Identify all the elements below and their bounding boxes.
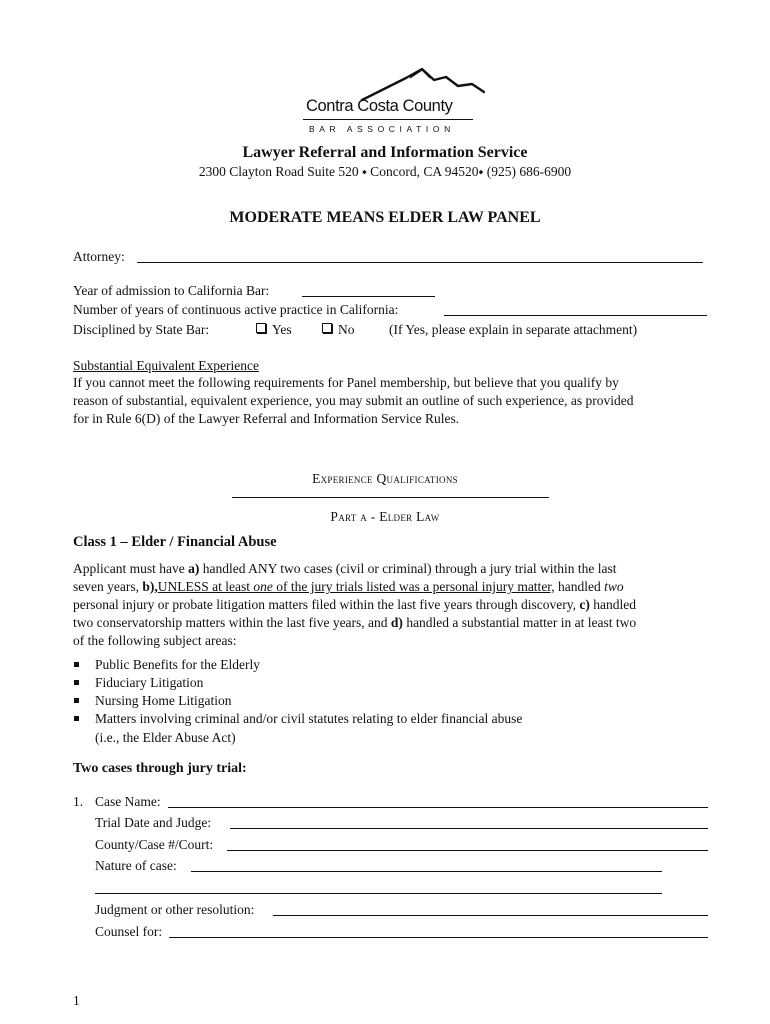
text-segment: handled a substantial matter in at least two bbox=[402, 615, 637, 630]
class1-paragraph-line-4 bbox=[73, 614, 636, 632]
substantial-heading: Substantial Equivalent Experience bbox=[73, 358, 259, 373]
experience-heading: Experience Qualifications bbox=[312, 471, 458, 486]
attorney-label: Attorney: bbox=[73, 249, 125, 264]
list-item-continuation: (i.e., the Elder Abuse Act) bbox=[95, 730, 236, 745]
nature-field-line-2[interactable] bbox=[95, 893, 662, 894]
text-segment: handled bbox=[589, 597, 636, 612]
judgment-label: Judgment or other resolution: bbox=[95, 902, 255, 917]
case-number: 1. bbox=[73, 794, 84, 809]
explain-note: (If Yes, please explain in separate attachment) bbox=[389, 322, 638, 337]
yes-option[interactable] bbox=[256, 321, 292, 339]
county-case-field[interactable] bbox=[227, 850, 708, 851]
text-segment: d) bbox=[390, 615, 403, 630]
text-segment: two bbox=[604, 579, 624, 594]
text-segment: two conservatorship matters within the last five years, and bbox=[73, 615, 391, 630]
admission-label: Year of admission to California Bar: bbox=[73, 283, 270, 298]
case-name-field[interactable] bbox=[168, 807, 708, 808]
panel-title: MODERATE MEANS ELDER LAW PANEL bbox=[229, 209, 541, 226]
logo-subtitle: BAR ASSOCIATION bbox=[309, 124, 455, 134]
part-heading: Part a - Elder Law bbox=[330, 509, 440, 524]
text-segment: b), bbox=[142, 579, 158, 594]
text-segment: handled bbox=[554, 579, 605, 594]
service-title: Lawyer Referral and Information Service bbox=[242, 144, 528, 161]
bullet-icon bbox=[74, 716, 79, 721]
substantial-line-3: for in Rule 6(D) of the Lawyer Referral and Information Service Rules. bbox=[73, 411, 460, 426]
counsel-field[interactable] bbox=[169, 937, 708, 938]
text-segment: handled ANY two cases (civil or criminal) through a jury trial within the last bbox=[199, 561, 617, 576]
substantial-line-2: reason of substantial, equivalent experience, you may submit an outline of such experience, as provided bbox=[73, 393, 634, 408]
trial-date-field[interactable] bbox=[230, 828, 708, 829]
list-item: Matters involving criminal and/or civil statutes relating to elder financial abuse bbox=[95, 711, 523, 726]
disciplined-label: Disciplined by State Bar: bbox=[73, 322, 210, 337]
logo-divider bbox=[303, 119, 473, 120]
admission-year-field[interactable] bbox=[302, 296, 435, 297]
list-item: Public Benefits for the Elderly bbox=[95, 657, 260, 672]
class1-heading: Class 1 – Elder / Financial Abuse bbox=[73, 534, 277, 550]
unless-clause: UNLESS at least one of the jury trials listed was a personal injury matter, bbox=[157, 579, 555, 594]
years-practice-field[interactable] bbox=[444, 315, 707, 316]
yes-checkbox[interactable] bbox=[256, 323, 266, 333]
service-address: 2300 Clayton Road Suite 520 ⬩ Concord, CA 94520⬩ (925) 686-6900 bbox=[198, 164, 572, 179]
substantial-line-1: If you cannot meet the following requirements for Panel membership, but believe that you qualify by bbox=[73, 375, 619, 390]
cases-heading: Two cases through jury trial: bbox=[73, 761, 247, 776]
class1-paragraph-line-5: of the following subject areas: bbox=[73, 633, 237, 648]
class1-paragraph-line-2 bbox=[73, 578, 624, 596]
no-label: No bbox=[338, 322, 355, 337]
attorney-field[interactable] bbox=[137, 262, 703, 263]
bullet-icon bbox=[74, 680, 79, 685]
class1-paragraph-line-3 bbox=[73, 596, 636, 614]
list-item: Nursing Home Litigation bbox=[95, 693, 232, 708]
no-option[interactable] bbox=[322, 321, 355, 339]
counsel-label: Counsel for: bbox=[95, 924, 163, 939]
yes-label: Yes bbox=[272, 322, 292, 337]
page-number: 1 bbox=[73, 993, 80, 1008]
judgment-field[interactable] bbox=[273, 915, 708, 916]
experience-divider bbox=[232, 497, 549, 498]
bullet-icon bbox=[74, 698, 79, 703]
no-checkbox[interactable] bbox=[322, 323, 332, 333]
logo-name: Contra Costa County bbox=[306, 97, 453, 115]
nature-field[interactable] bbox=[191, 871, 662, 872]
county-case-label: County/Case #/Court: bbox=[95, 837, 214, 852]
text-segment: a) bbox=[188, 561, 200, 576]
text-segment: c) bbox=[579, 597, 590, 612]
class1-paragraph-line-1 bbox=[73, 560, 617, 578]
years-practice-label: Number of years of continuous active practice in California: bbox=[73, 302, 399, 317]
text-segment: Applicant must have bbox=[73, 561, 189, 576]
list-item: Fiduciary Litigation bbox=[95, 675, 204, 690]
bullet-icon bbox=[74, 662, 79, 667]
text-segment: personal injury or probate litigation matters filed within the last five years through discovery, bbox=[73, 597, 580, 612]
trial-date-label: Trial Date and Judge: bbox=[95, 815, 212, 830]
case-name-label: Case Name: bbox=[95, 794, 161, 809]
text-segment: seven years, bbox=[73, 579, 143, 594]
nature-label: Nature of case: bbox=[95, 858, 177, 873]
